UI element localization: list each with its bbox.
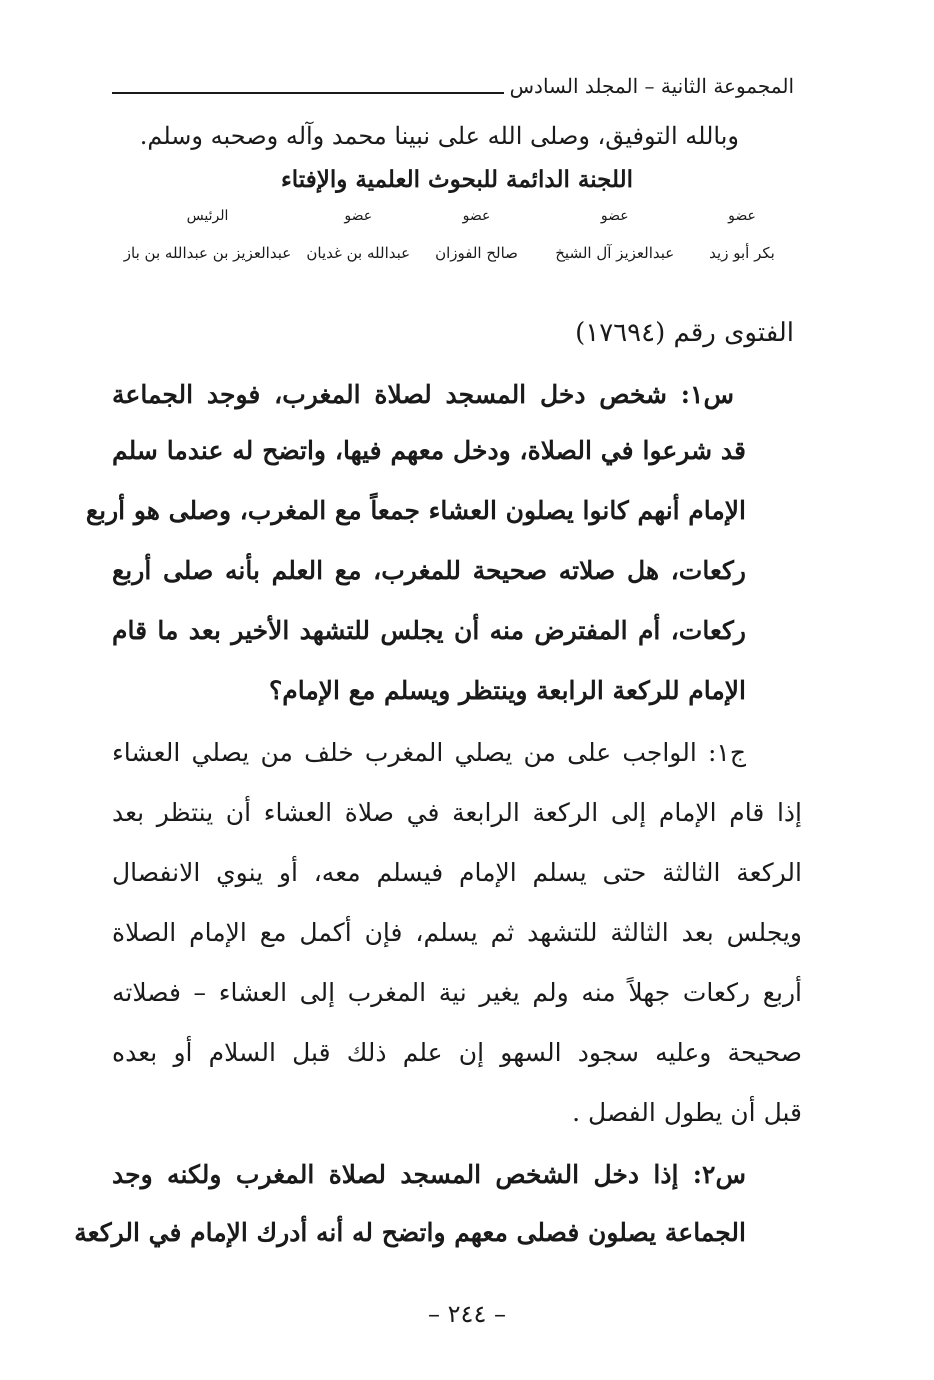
- signatory-name: عبدالعزيز بن عبدالله بن باز: [123, 244, 292, 262]
- header-rule: [112, 92, 504, 94]
- question2-line: الجماعة يصلون فصلى معهم واتضح له أنه أدرك الإمام في الركعة: [74, 1218, 746, 1247]
- running-header: [112, 62, 794, 102]
- signatory-role: الرئيس: [186, 208, 229, 224]
- answer1-line: أربع ركعات جهلاً منه ولم يغير نية المغرب إلى العشاء – فصلاته: [112, 978, 802, 1007]
- signatory-role: عضو: [600, 208, 629, 224]
- answer1-line: ويجلس بعد الثالثة للتشهد ثم يسلم، فإن أكمل مع الإمام الصلاة: [112, 918, 802, 947]
- answer1-line: الركعة الثالثة حتى يسلم الإمام فيسلم معه، أو ينوي الانفصال: [112, 858, 802, 887]
- signatory-roles: [120, 208, 786, 224]
- question2-line: س٢: إذا دخل الشخص المسجد لصلاة المغرب ولكنه وجد: [112, 1160, 746, 1189]
- question1-line: ركعات، هل صلاته صحيحة للمغرب، مع العلم بأنه صلى أربع: [112, 556, 746, 585]
- question1-line: ركعات، أم المفترض منه أن يجلس للتشهد الأخير بعد ما قام: [112, 616, 746, 645]
- answer1-line: صحيحة وعليه سجود السهو إن علم ذلك قبل السلام أو بعده: [112, 1038, 802, 1067]
- question1-line: قد شرعوا في الصلاة، ودخل معهم فيها، واتضح له عندما سلم: [112, 436, 746, 465]
- signatory-name: بكر أبو زيد: [709, 244, 775, 262]
- question1-line: س١: شخص دخل المسجد لصلاة المغرب، فوجد الجماعة: [112, 380, 734, 409]
- header-title: المجموعة الثانية – المجلد السادس: [509, 74, 794, 98]
- closing-line: وبالله التوفيق، وصلى الله على نبينا محمد وآله وصحبه وسلم.: [139, 122, 739, 150]
- committee-name: اللجنة الدائمة للبحوث العلمية والإفتاء: [280, 166, 634, 193]
- signatory-names: [120, 244, 786, 262]
- question1-line: الإمام أنهم كانوا يصلون العشاء جمعاً مع المغرب، وصلى هو أربع: [85, 496, 746, 525]
- question1-line: الإمام للركعة الرابعة وينتظر ويسلم مع الإمام؟: [268, 676, 746, 705]
- signatory-role: عضو: [728, 208, 756, 224]
- fatwa-number: الفتوى رقم (١٧٦٩٤): [575, 318, 794, 348]
- signatory-name: عبدالعزيز آل الشيخ: [555, 244, 675, 262]
- answer1-line: ج١: الواجب على من يصلي المغرب خلف من يصلي العشاء: [112, 738, 746, 767]
- page-number: – ٢٤٤ –: [428, 1300, 506, 1328]
- answer1-line: إذا قام الإمام إلى الركعة الرابعة في صلاة العشاء أن ينتظر بعد: [112, 798, 802, 827]
- signatory-name: عبدالله بن غديان: [306, 244, 411, 262]
- signatory-role: عضو: [462, 208, 491, 224]
- signatory-role: عضو: [344, 208, 373, 224]
- signatory-name: صالح الفوزان: [435, 244, 518, 262]
- answer1-line: قبل أن يطول الفصل .: [572, 1098, 802, 1127]
